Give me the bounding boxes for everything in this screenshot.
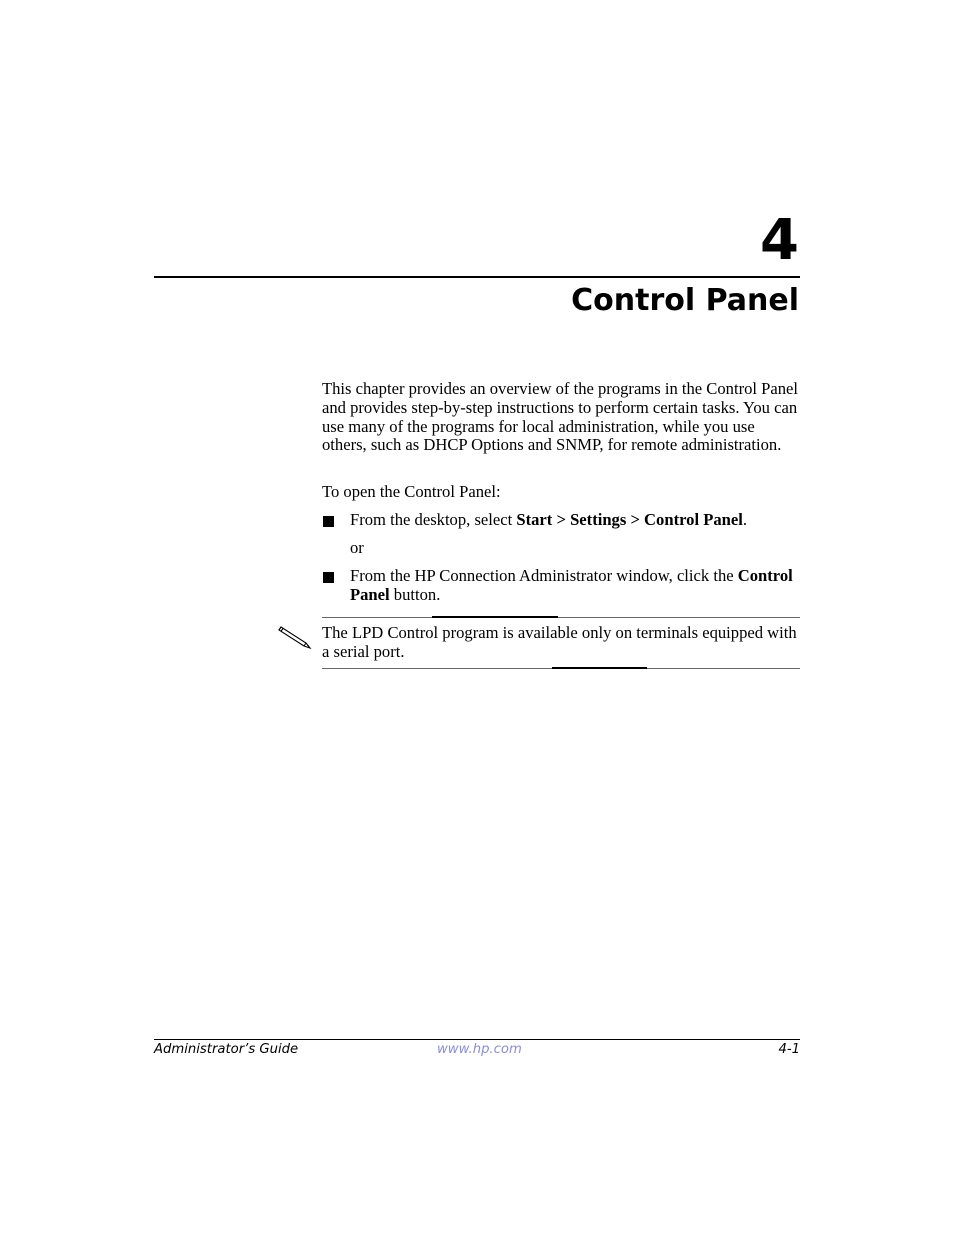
footer-page-number: 4-1 (778, 1042, 800, 1057)
list-item-suffix: . (742, 510, 748, 529)
to-open-paragraph: To open the Control Panel: (322, 482, 501, 501)
menu-path: Start > Settings > Control Panel (516, 510, 743, 529)
bullet-square-icon (323, 516, 334, 527)
list-item-text (350, 567, 800, 605)
note-rule-bottom (322, 668, 800, 669)
list-item-text (350, 511, 800, 530)
note-rule-top (322, 617, 800, 618)
footer-guide-title: Administrator’s Guide (154, 1042, 299, 1057)
list-item-suffix: button. (389, 584, 441, 604)
note-text: The LPD Control program is available only on terminals equipped with a serial port. (322, 623, 797, 661)
button-name: Control Panel (350, 566, 793, 604)
list-item-prefix: From the desktop, select (350, 510, 517, 529)
chapter-rule (154, 276, 800, 278)
footer-website-link[interactable]: www.hp.com (437, 1042, 522, 1057)
list-item-prefix: From the HP Connection Administrator window, click the (350, 566, 738, 585)
footer-rule (154, 1039, 800, 1040)
chapter-title: Control Panel (571, 283, 799, 318)
chapter-number: 4 (760, 208, 799, 273)
intro-paragraph: This chapter provides an overview of the programs in the Control Panel and provides step-by-step instructions to perform certain tasks. You can use many of the programs for local administration, while you use others, such as DHCP Options and SNMP, for remote administration. (322, 379, 799, 455)
or-text: or (350, 538, 364, 557)
bullet-square-icon (323, 572, 334, 583)
pencil-note-icon (278, 624, 314, 650)
